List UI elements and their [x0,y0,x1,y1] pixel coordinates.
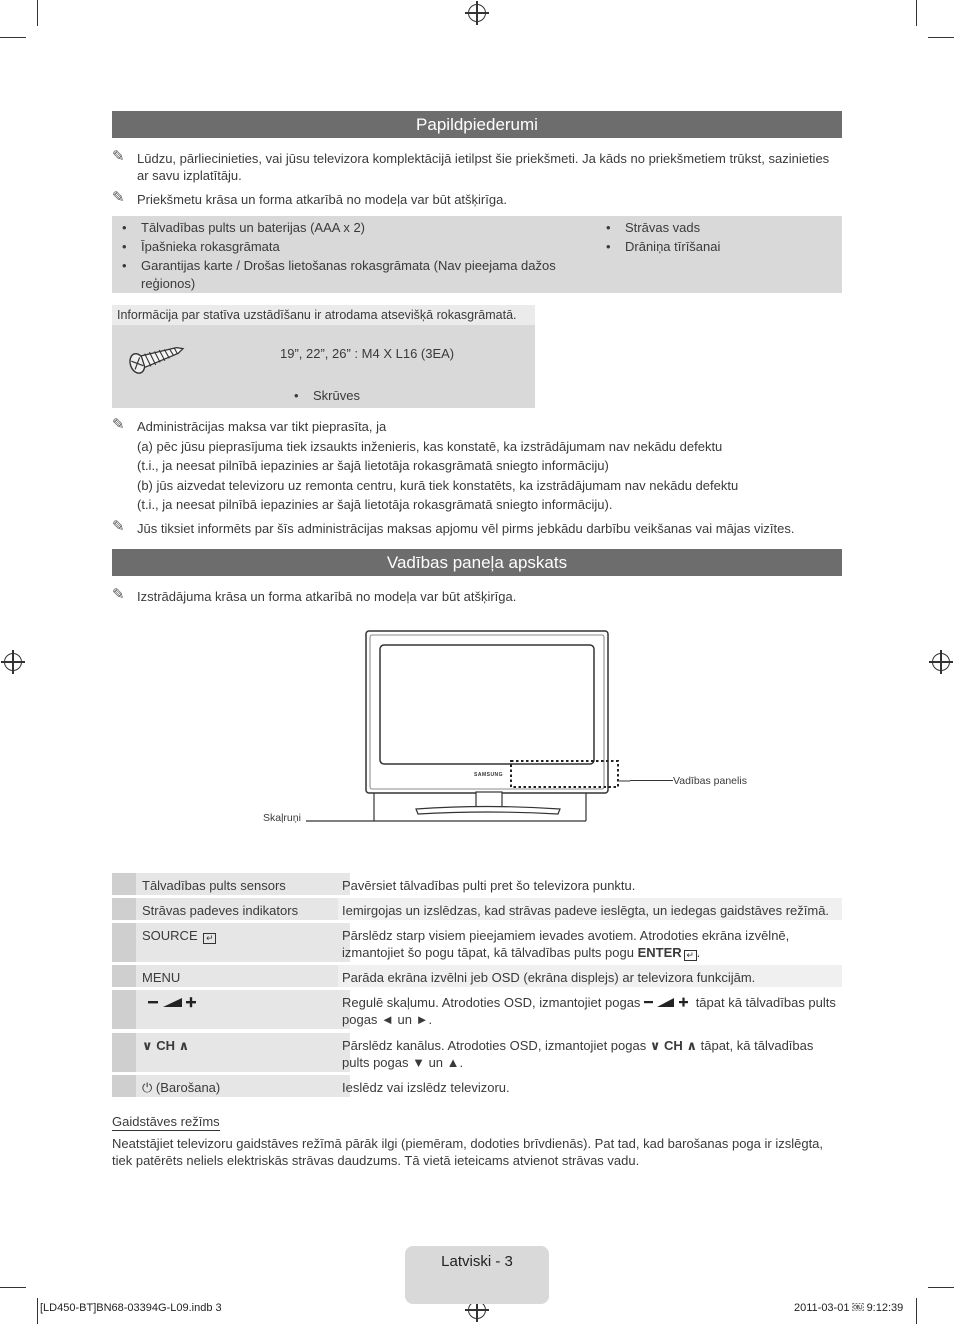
crop-mark [37,0,38,26]
chevron-down-icon: ∨ [142,1038,153,1053]
control-name: Tālvadības pults sensors [136,873,350,895]
control-description: Ieslēdz vai izslēdz televizoru. [342,1080,510,1095]
crop-mark [928,1287,954,1288]
crop-mark [0,1287,26,1288]
volume-buttons-icon [142,995,202,1009]
pencil-note-icon: ✎ [112,518,125,535]
row-marker [112,873,136,895]
table-row [112,898,842,920]
callout-line [630,780,673,781]
control-description: Pārslēdz starp visiem pieejamiem ievades avotiem. Atrodoties ekrāna izvēlnē, izmantojiet šo pogu tāpat, kā tālvadības pults pogu ENTER ↵ . [342,928,790,960]
list-item: • Strāvas vads [596,219,836,237]
label-speakers: Skaļruņi [263,812,301,824]
enter-icon: ↵ [684,950,697,961]
chevron-up-icon: ∧ [686,1038,697,1053]
pencil-note-icon: ✎ [112,416,125,433]
table-row [112,990,842,1029]
control-description: Regulē skaļumu. Atrodoties OSD, izmantojiet pogas tāpat kā tālvadības pults pogas ◄ un ►. [342,995,836,1027]
control-description: Pārslēdz kanālus. Atrodoties OSD, izmantojiet pogas ∨ CH ∧ tāpat, kā tālvadības pults pogas ▼ un ▲. [342,1038,814,1070]
note-product-color: ✎ Izstrādājuma krāsa un forma atkarībā no modeļa var būt atšķirīga. [112,586,517,604]
screw-spec: 19”, 22”, 26” : M4 X L16 (3EA) [280,346,455,361]
file-name: [LD450-BT]BN68-03394G-L09.indb 3 [40,1302,222,1314]
pencil-note-icon: ✎ [112,586,125,603]
control-name [136,990,350,1029]
row-marker [112,990,136,1029]
screw-icon [126,335,188,377]
registration-mark-icon [932,653,950,671]
section-title-control-panel: Vadības paneļa apskats [112,549,842,576]
note-admin-fee: ✎ Administrācijas maksa var tikt pieprasīta, ja [112,416,387,434]
enter-key-label: ENTER [637,945,682,960]
tv-front-diagram [300,628,630,824]
screw-label: Skrūves [313,388,360,403]
print-timestamp: 2011-03-01 ￼ 9:12:39 [794,1302,904,1314]
crop-mark [916,0,917,26]
source-label: SOURCE [142,928,198,943]
row-marker [112,923,136,962]
list-item: • Tālvadības pults un baterijas (AAA x 2) [112,219,572,237]
tv-brand-logo: SAMSUNG [474,772,504,778]
admin-case-a-note: (t.i., ja neesat pilnībā iepazinies ar šajā lietotāja rokasgrāmatā sniegto informāciju) [137,458,609,473]
list-item: • Drāniņa tīrīšanai [596,238,836,256]
row-marker [112,898,136,920]
chevron-up-icon: ∧ [178,1038,190,1053]
table-row [112,923,842,962]
admin-case-a: (a) pēc jūsu pieprasījuma tiek izsaukts inženieris, kas konstatē, ka izstrādājumam nav nekādu defektu [137,439,723,454]
volume-buttons-icon [644,996,692,1008]
label-control-panel: Vadības panelis [673,775,747,787]
control-name: Strāvas padeves indikators [136,898,350,920]
crop-mark [0,37,26,38]
section-title-accessories: Papildpiederumi [112,111,842,138]
standby-text: Neatstājiet televizoru gaidstāves režīmā pārāk ilgi (piemēram, dodoties brīvdienās). Pat tad, kad barošanas poga ir izslēgta, tiek patērēts neliels elektriskās strāvas daudzums. Tā vietā ieteicams atvienot strāvas vadu. [112,1136,824,1168]
pencil-note-icon: ✎ [112,148,125,165]
control-name [136,923,350,962]
control-name: ⏻ (Barošana) [136,1075,350,1097]
accessories-list-box [112,216,842,293]
accessories-list-left [112,219,572,294]
crop-mark [916,1298,917,1324]
power-icon: ⏻ [142,1080,153,1095]
registration-mark-icon [4,653,22,671]
channel-label: CH [664,1038,683,1053]
control-description: Pavērsiet tālvadības pulti pret šo televizora punktu. [342,878,636,893]
source-input-icon: ↵ [203,933,216,944]
note-check-items: ✎ Lūdzu, pārliecinieties, vai jūsu televizora komplektācijā ietilpst šie priekšmeti. Ja kāds no priekšmetiem trūkst, sazinieties ar savu izplatītāju. [112,148,830,183]
pencil-note-icon: ✎ [112,189,125,206]
table-row [112,1033,842,1072]
control-description: Iemirgojas un izslēdzas, kad strāvas padeve ieslēgta, un iedegas gaidstāves režīmā. [338,898,842,920]
crop-mark [928,37,954,38]
stand-info-box [112,305,535,408]
list-item: • Īpašnieka rokasgrāmata [112,238,572,256]
list-item: • Garantijas karte / Drošas lietošanas rokasgrāmata (Nav pieejama dažos reģionos) [112,257,572,293]
table-row [112,873,842,895]
row-marker [112,1033,136,1072]
row-marker [112,965,136,987]
note-informed: ✎ Jūs tiksiet informēts par šīs administrācijas maksas apjomu vēl pirms jebkādu darbību veikšanas vai mājas vizītes. [112,518,795,536]
page-number-tab: Latviski - 3 [405,1246,549,1304]
accessories-list-right [596,219,836,257]
table-row [112,1075,842,1097]
control-name: MENU [136,965,350,987]
control-name [136,1033,350,1072]
stand-info-text: Informācija par statīva uzstādīšanu ir atrodama atsevišķā rokasgrāmatā. [112,305,535,325]
screw-bullet: • [294,388,299,403]
table-row [112,965,842,987]
crop-mark [37,1298,38,1324]
row-marker [112,1075,136,1097]
admin-case-b-note: (t.i., ja neesat pilnībā iepazinies ar šajā lietotāja rokasgrāmatā sniegto informāciju). [137,497,613,512]
registration-mark-icon [468,4,486,22]
note-color-shape: ✎ Priekšmetu krāsa un forma atkarībā no modeļa var būt atšķirīga. [112,189,507,207]
control-description: Parāda ekrāna izvēlni jeb OSD (ekrāna displejs) ar televizora funkcijām. [338,965,842,987]
admin-case-b: (b) jūs aizvedat televizoru uz remonta centru, kurā tiek konstatēts, ka izstrādājumam nav nekādu defektu [137,478,739,493]
channel-label: CH [156,1038,175,1053]
standby-title: Gaidstāves režīms [112,1114,220,1129]
chevron-down-icon: ∨ [649,1038,661,1053]
